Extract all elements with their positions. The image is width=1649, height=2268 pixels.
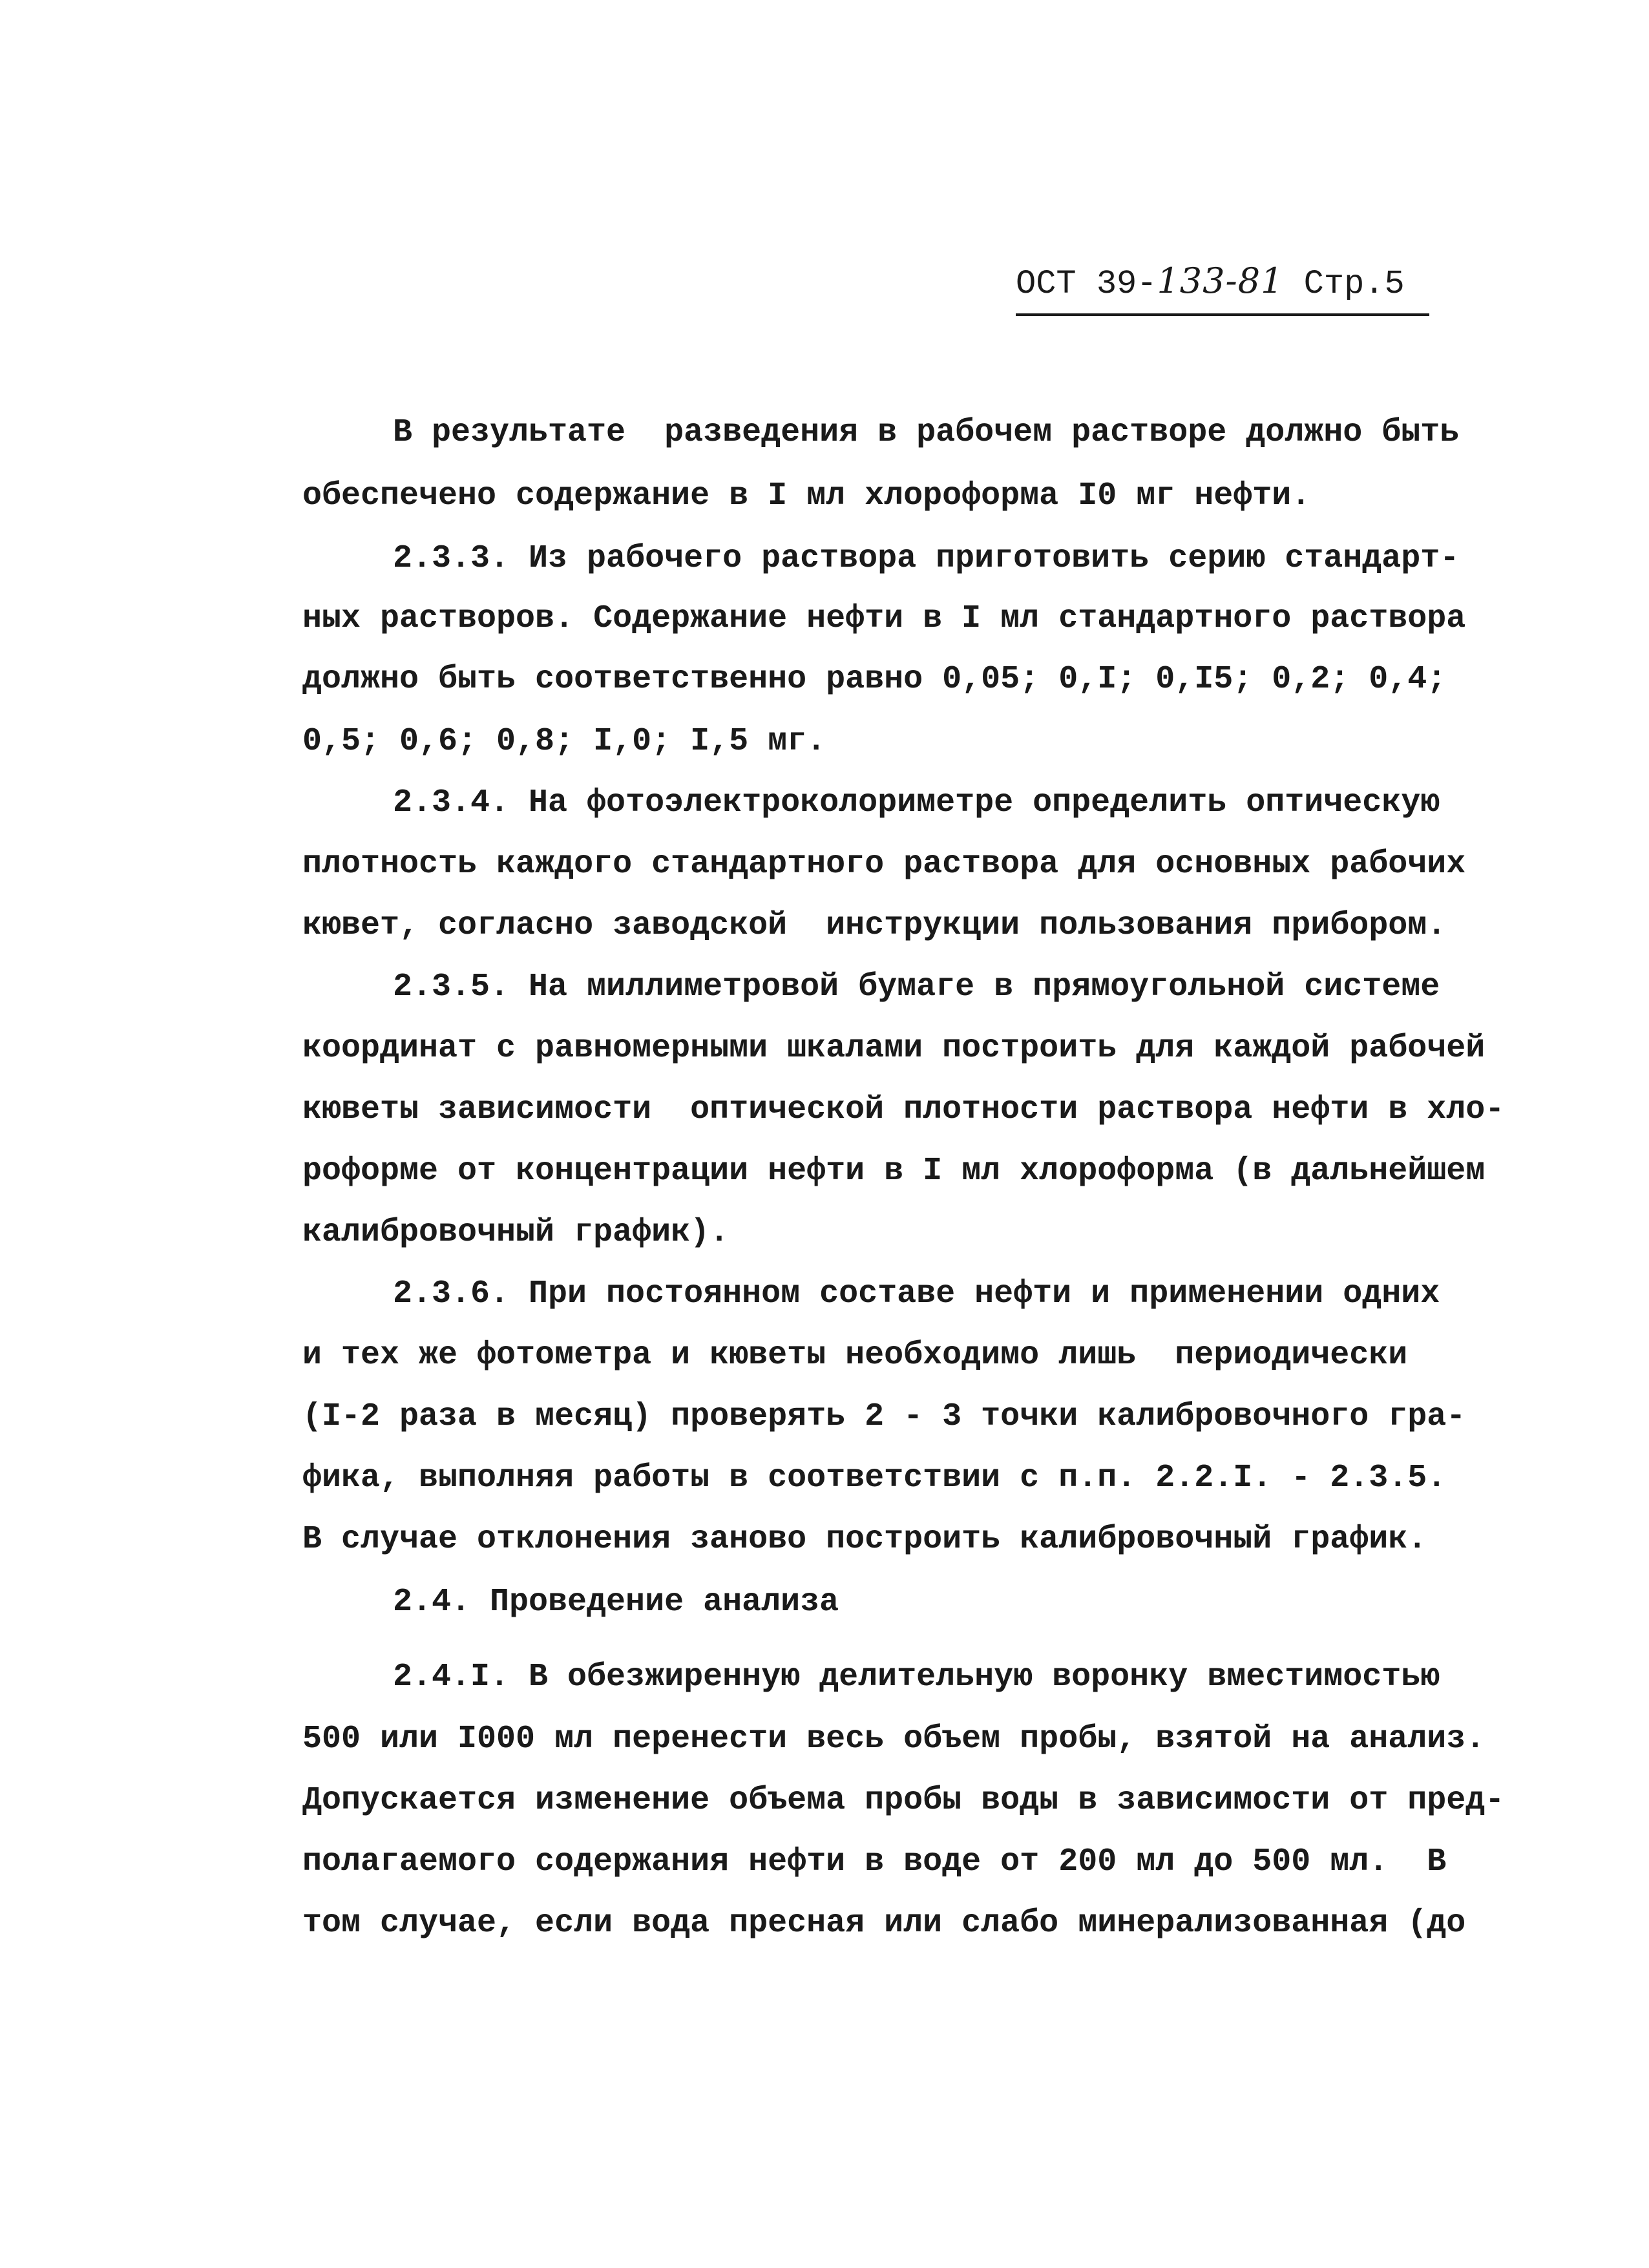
text-line: ных растворов. Содержание нефти в I мл стандартного раствора	[302, 600, 1466, 637]
text-line: 0,5; 0,6; 0,8; I,0; I,5 мг.	[302, 723, 826, 760]
text-line: кюветы зависимости оптической плотности раствора нефти в хло-	[302, 1091, 1505, 1128]
text-line: (I-2 раза в месяц) проверять 2 - 3 точки калибровочного гра-	[302, 1398, 1466, 1435]
text-line: Допускается изменение объема пробы воды в зависимости от пред-	[302, 1782, 1505, 1819]
text-line: 500 или I000 мл перенести весь объем пробы, взятой на анализ.	[302, 1721, 1486, 1758]
text-line: и тех же фотометра и кюветы необходимо лишь периодически	[302, 1337, 1408, 1374]
section-2-3-6-heading-line: 2.3.6. При постоянном составе нефти и применении одних	[393, 1276, 1440, 1312]
section-2-4-1-heading-line: 2.4.I. В обезжиренную делительную воронку вместимостью	[393, 1659, 1440, 1696]
text-line: В результате разведения в рабочем растворе должно быть	[393, 414, 1460, 451]
section-2-3-4-heading-line: 2.3.4. На фотоэлектроколориметре определить оптическую	[393, 784, 1440, 821]
text-line: полагаемого содержания нефти в воде от 200 мл до 500 мл. В	[302, 1843, 1447, 1880]
handwritten-standard-number: 133-81	[1157, 260, 1284, 301]
section-2-4-heading: 2.4. Проведение анализа	[393, 1584, 839, 1621]
text-line: роформе от концентрации нефти в I мл хлороформа (в дальнейшем	[302, 1153, 1486, 1190]
section-2-3-5-heading-line: 2.3.5. На миллиметровой бумаге в прямоугольной системе	[393, 969, 1440, 1005]
section-2-3-3-heading-line: 2.3.3. Из рабочего раствора приготовить серию стандарт-	[393, 540, 1460, 577]
page-header	[1016, 249, 1429, 316]
text-line: должно быть соответственно равно 0,05; 0,I; 0,I5; 0,2; 0,4;	[302, 661, 1447, 698]
text-line: обеспечено содержание в I мл хлороформа I0 мг нефти.	[302, 478, 1311, 514]
text-line: плотность каждого стандартного раствора для основных рабочих	[302, 846, 1466, 883]
standard-prefix: ОСТ 39-	[1016, 265, 1157, 303]
text-line: В случае отклонения заново построить калибровочный график.	[302, 1521, 1427, 1558]
text-line: фика, выполняя работы в соответствии с п.п. 2.2.I. - 2.3.5.	[302, 1460, 1447, 1496]
page-number: Стр.5	[1283, 265, 1405, 303]
text-line: координат с равномерными шкалами построить для каждой рабочей	[302, 1030, 1486, 1067]
text-line: том случае, если вода пресная или слабо минерализованная (до	[302, 1905, 1466, 1942]
text-line: кювет, согласно заводской инструкции пользования прибором.	[302, 907, 1447, 944]
text-line: калибровочный график).	[302, 1214, 730, 1251]
